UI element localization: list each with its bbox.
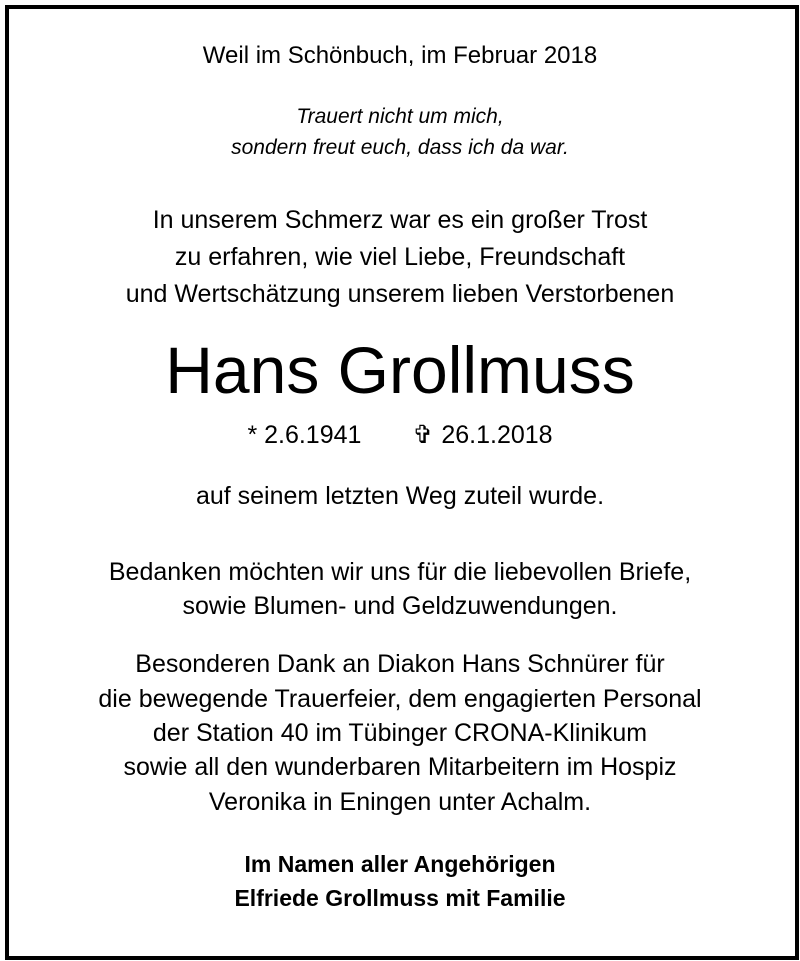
thanks-line: Bedanken möchten wir uns für die liebevollen Briefe,	[108, 558, 692, 586]
intro-line: In unserem Schmerz war es ein großer Trost	[152, 206, 648, 234]
deceased-name: Hans Grollmuss	[165, 333, 635, 407]
death-date-group	[412, 423, 552, 448]
death-date: 26.1.2018	[441, 421, 553, 449]
thanks-line: sowie Blumen- und Geldzuwendungen.	[182, 592, 618, 620]
poem-line: Trauert nicht um mich,	[296, 105, 504, 128]
signature-line: Im Namen aller Angehörigen	[244, 851, 556, 877]
special-thanks-line: die bewegende Trauerfeier, dem engagierten Personal	[98, 685, 702, 713]
poem-line: sondern freut euch, dass ich da war.	[231, 136, 569, 159]
intro-line: zu erfahren, wie viel Liebe, Freundschaft	[174, 243, 626, 271]
after-dates-line: auf seinem letzten Weg zuteil wurde.	[195, 482, 605, 510]
signature-line: Elfriede Grollmuss mit Familie	[234, 885, 566, 911]
special-thanks-line: Veronika in Eningen unter Achalm.	[208, 788, 592, 816]
life-dates	[0, 423, 800, 448]
special-thanks-line: der Station 40 im Tübinger CRONA-Klinikum	[152, 719, 648, 747]
place-date: Weil im Schönbuch, im Februar 2018	[202, 42, 598, 69]
intro-line: und Wertschätzung unserem lieben Verstorbenen	[125, 280, 675, 308]
birth-date: * 2.6.1941	[247, 421, 362, 449]
special-thanks-line: sowie all den wunderbaren Mitarbeitern im Hospiz	[123, 753, 677, 781]
special-thanks-line: Besonderen Dank an Diakon Hans Schnürer für	[135, 650, 665, 678]
cross-icon: ✞	[412, 421, 434, 449]
